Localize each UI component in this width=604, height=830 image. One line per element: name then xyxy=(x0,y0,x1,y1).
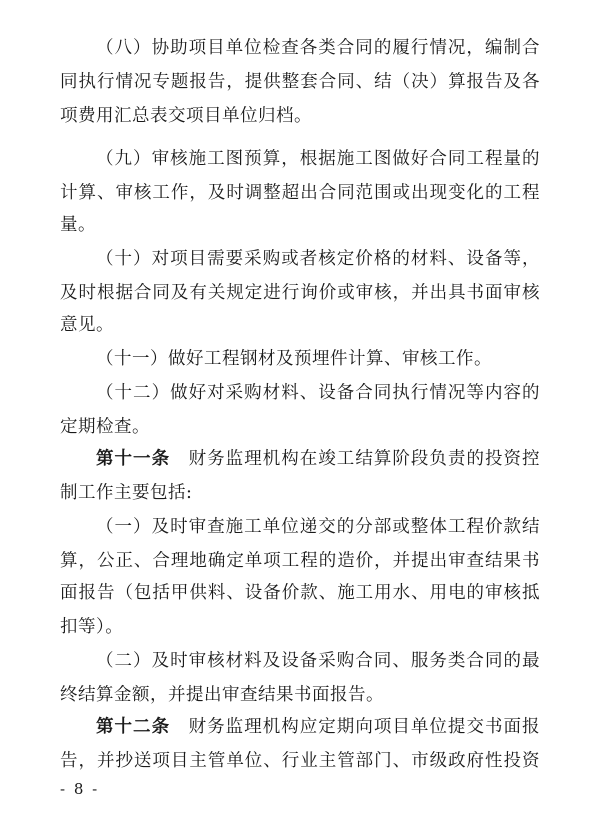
article-11-heading: 第十一条 xyxy=(96,449,171,469)
paragraph-11-line-1: （十一）做好工程钢材及预埋件计算、审核工作。 xyxy=(96,349,492,369)
article-11-line-1 xyxy=(96,447,540,471)
paragraph-9-line-3: 量。 xyxy=(60,215,96,235)
item-1-line-2: 算，公正、合理地确定单项工程的造价，并提出审查结果书 xyxy=(60,551,540,571)
article-12-text: 财务监理机构应定期向项目单位提交书面报 xyxy=(188,717,541,737)
paragraph-10-line-2: 及时根据合同及有关规定进行询价或审核，并出具书面审核 xyxy=(60,283,540,303)
paragraph-12-line-1: （十二）做好对采购材料、设备合同执行情况等内容的 xyxy=(96,383,540,403)
item-1-line-4: 扣等）。 xyxy=(60,617,124,637)
paragraph-8-line-1: （八）协助项目单位检查各类合同的履行情况，编制合 xyxy=(96,38,540,58)
paragraph-12-line-2: 定期检查。 xyxy=(60,417,150,437)
article-11-line-2: 制工作主要包括: xyxy=(60,483,193,503)
article-12-heading: 第十二条 xyxy=(96,717,171,737)
paragraph-10-line-3: 意见。 xyxy=(60,315,114,335)
paragraph-9-line-2: 计算、审核工作，及时调整超出合同范围或出现变化的工程 xyxy=(60,183,540,203)
paragraph-8-line-2: 同执行情况专题报告，提供整套合同、结（决）算报告及各 xyxy=(60,72,540,92)
item-1-line-1: （一）及时审查施工单位递交的分部或整体工程价款结 xyxy=(96,517,540,537)
article-12-line-1 xyxy=(96,715,540,739)
item-1-line-3: 面报告（包括甲供料、设备价款、施工用水、用电的审核抵 xyxy=(60,583,540,603)
paragraph-8-line-3: 项费用汇总表交项目单位归档。 xyxy=(60,106,312,126)
paragraph-9-line-1: （九）审核施工图预算，根据施工图做好合同工程量的 xyxy=(96,149,540,169)
article-12-line-2: 告，并抄送项目主管单位、行业主管部门、市级政府性投资 xyxy=(60,751,540,771)
paragraph-10-line-1: （十）对项目需要采购或者核定价格的材料、设备等， xyxy=(96,249,540,269)
item-2-line-2: 终结算金额，并提出审查结果书面报告。 xyxy=(60,685,384,705)
article-11-text: 财务监理机构在竣工结算阶段负责的投资控 xyxy=(188,449,541,469)
item-2-line-1: （二）及时审核材料及设备采购合同、服务类合同的最 xyxy=(96,651,540,671)
page-number: - 8 - xyxy=(60,780,100,798)
